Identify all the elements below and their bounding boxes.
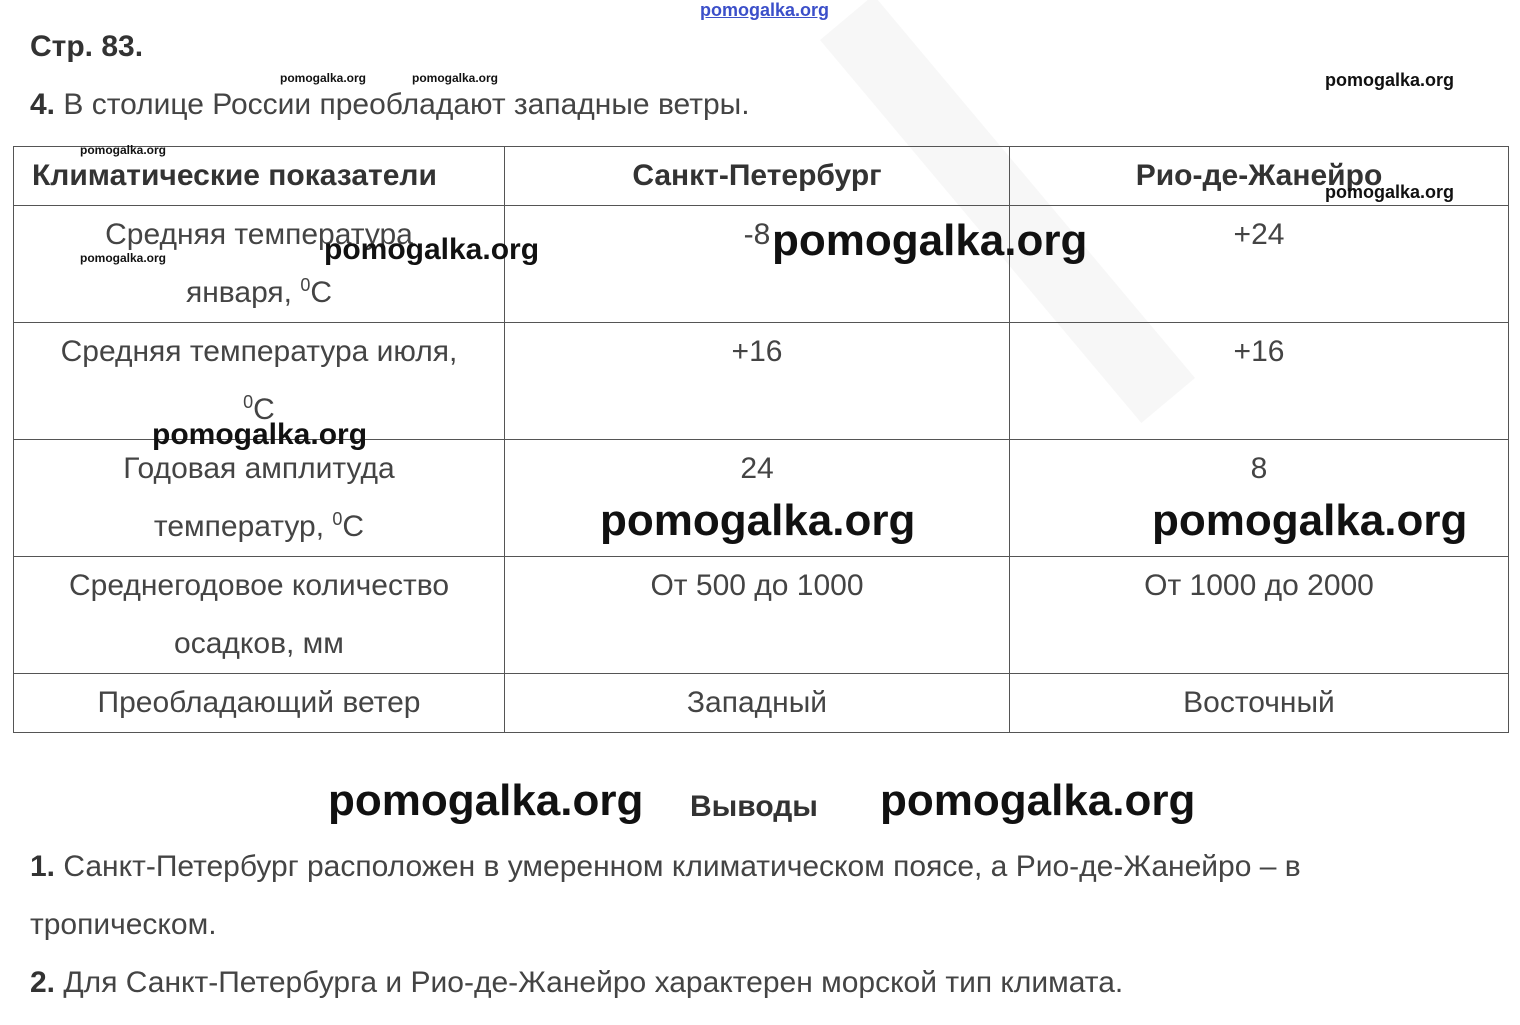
watermark: pomogalka.org — [1325, 70, 1455, 90]
cell-rio: Восточный — [1010, 674, 1509, 733]
header-rio: Рио-де-Жанейро — [1010, 147, 1509, 206]
header-spb: Санкт-Петербург — [505, 147, 1010, 206]
row-label: Годовая амплитуда температур, $^0$С — [14, 440, 505, 557]
cell-rio: 8 — [1010, 440, 1509, 557]
conclusion-2: 2. Для Санкт-Петербурга и Рио-де-Жанейро характерен морской тип климата. — [30, 966, 1124, 999]
conclusion-1-cont: тропическом. — [30, 908, 217, 941]
watermark: pomogalka.org — [412, 71, 499, 85]
table-row — [14, 674, 1509, 733]
watermark: pomogalka.org — [324, 233, 540, 266]
cell-spb: Западный — [505, 674, 1010, 733]
row-label: Средняя температура января, $^0$С — [14, 206, 505, 323]
table-row — [14, 557, 1509, 674]
watermark: pomogalka.org — [80, 251, 167, 265]
conclusion-1: 1. Санкт-Петербург расположен в умеренном климатическом поясе, а Рио-де-Жанейро – в — [30, 850, 1301, 883]
cell-rio: +24 — [1010, 206, 1509, 323]
watermark: pomogalka.org — [1152, 496, 1468, 545]
row-label: Среднегодовое количество осадков, мм — [14, 557, 505, 674]
cell-rio: От 1000 до 2000 — [1010, 557, 1509, 674]
watermark: pomogalka.org — [280, 71, 367, 85]
watermark: pomogalka.org — [1325, 182, 1455, 202]
task-4 — [30, 88, 750, 122]
table-header-row — [14, 147, 1509, 206]
task-text: В столице России преобладают западные ветры. — [55, 88, 750, 121]
task-number: 4. — [30, 88, 56, 121]
table-row — [14, 206, 1509, 323]
watermark: pomogalka.org — [600, 496, 916, 545]
conclusions-title: Выводы — [690, 790, 818, 823]
cell-spb: -8 — [505, 206, 1010, 323]
cell-rio: +16 — [1010, 323, 1509, 440]
cell-spb: 24 — [505, 440, 1010, 557]
row-label: Преобладающий ветер — [14, 674, 505, 733]
watermark: pomogalka.org — [328, 776, 644, 825]
watermark: pomogalka.org — [772, 216, 1088, 265]
header-indicators: Климатические показатели — [14, 147, 505, 206]
watermark: pomogalka.org — [152, 418, 368, 451]
watermark-top: pomogalka.org — [700, 0, 830, 20]
cell-spb: +16 — [505, 323, 1010, 440]
cell-spb: От 500 до 1000 — [505, 557, 1010, 674]
watermark: pomogalka.org — [880, 776, 1196, 825]
page-number: Стр. 83. — [30, 30, 144, 63]
row-label: Средняя температура июля, $^0$С — [14, 323, 505, 440]
watermark: pomogalka.org — [80, 143, 167, 157]
